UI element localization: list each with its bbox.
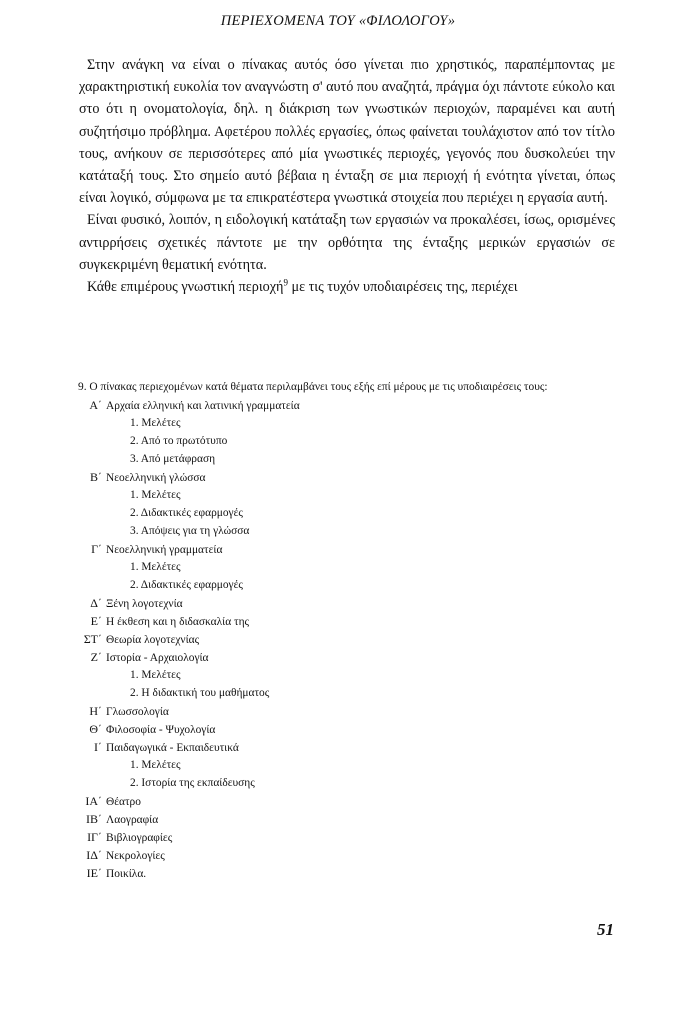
subcategory-item — [59, 576, 615, 594]
category-label: 1. Μελέτες — [130, 759, 181, 771]
category-marker: ΣΤ΄ — [83, 632, 102, 646]
footnote-marker: 9 — [283, 277, 288, 288]
subcategory-item — [59, 414, 615, 432]
category-label: Ιστορία - Αρχαιολογία — [106, 652, 209, 664]
category-marker: ΙΒ΄ — [86, 812, 102, 826]
paragraph: Στην ανάγκη να είναι ο πίνακας αυτός όσο γίνεται πιο χρηστικός, παραπέμποντας με χαρακτηριστική ευκολία τον αναγνώστη σ' αυτό που αναζητά, πράγμα όχι πάντοτε εύκολο και στο ότι η ονοματολογία, δηλ. η διάκριση των γνωστικών περιοχών, παραμένει και αυτή συζητήσιμο πρόβλημα. Αφετέρου πολλές εργασίες, όπως φαίνεται τουλάχιστον από τον τίτλο τους, ανήκουν σε περισσότερες από μία γνωστικές περιοχές, γεγονός που δυσκολεύει την κατάταξή τους. Στο σημείο αυτό βέβαια η ένταξη σε μια περιοχή ή ενότητα γίνεται, όπως είναι λογικό, σύμφωνα με τα επικρατέστερα γνωστικά στοιχεία που περιέχει η εργασία αυτή. — [79, 57, 615, 207]
subcategory-item — [59, 450, 615, 468]
subcategory-item — [59, 432, 615, 450]
subcategory-item — [59, 684, 615, 702]
category-label: Λαογραφία — [106, 814, 159, 826]
category-label: 3. Απόψεις για τη γλώσσα — [130, 525, 250, 537]
category-item — [59, 648, 615, 666]
subcategory-item — [59, 756, 615, 774]
subcategory-item — [59, 558, 615, 576]
category-item — [59, 630, 615, 648]
category-label: Φιλοσοφία - Ψυχολογία — [106, 724, 216, 736]
subcategory-item — [59, 666, 615, 684]
category-label: 1. Μελέτες — [130, 489, 181, 501]
category-item — [59, 738, 615, 756]
paragraph-with-footnote — [79, 276, 615, 298]
category-label: 2. Διδακτικές εφαρμογές — [130, 507, 243, 519]
paragraph-text-start: Κάθε επιμέρους γνωστική περιοχή — [87, 279, 284, 296]
category-label: Παιδαγωγικά - Εκπαιδευτικά — [106, 742, 239, 754]
category-marker: Ε΄ — [90, 614, 102, 628]
category-label: Νεοελληνική γραμματεία — [106, 544, 223, 556]
category-label: Ξένη λογοτεχνία — [106, 598, 183, 610]
category-label: 1. Μελέτες — [130, 669, 181, 681]
category-label: Νεοελληνική γλώσσα — [106, 472, 206, 484]
category-marker: Θ΄ — [89, 722, 102, 736]
paragraph: Είναι φυσικό, λοιπόν, η ειδολογική κατάταξη των εργασιών να προκαλέσει, ίσως, ορισμένες αντιρρήσεις σχετικές πάντοτε με την ορθότητα της ένταξης μερικών εργασιών σε συγκεκριμένη θεματική ενότητα. — [79, 212, 615, 273]
category-label: Νεκρολογίες — [106, 850, 165, 862]
category-item — [59, 612, 615, 630]
category-item — [59, 594, 615, 612]
subcategory-item — [59, 504, 615, 522]
category-label: Η έκθεση και η διδασκαλία της — [106, 616, 250, 628]
category-item — [59, 396, 615, 414]
category-label: 2. Από το πρωτότυπο — [130, 435, 228, 447]
subcategory-item — [59, 522, 615, 540]
footnote — [59, 378, 615, 882]
category-label: 2. Ιστορία της εκπαίδευσης — [130, 777, 255, 789]
category-label: Θεωρία λογοτεχνίας — [106, 634, 200, 646]
category-marker: Ι΄ — [94, 740, 102, 754]
category-marker: Α΄ — [89, 398, 102, 412]
category-marker: Δ΄ — [90, 596, 102, 610]
category-item — [59, 702, 615, 720]
category-marker: ΙΕ΄ — [86, 866, 102, 880]
category-item — [59, 792, 615, 810]
category-label: 3. Από μετάφραση — [130, 453, 216, 465]
category-label: 2. Διδακτικές εφαρμογές — [130, 579, 243, 591]
category-list — [59, 396, 615, 882]
category-item — [59, 540, 615, 558]
category-item — [59, 846, 615, 864]
category-item — [59, 828, 615, 846]
page-number: 51 — [597, 920, 614, 939]
category-label: Αρχαία ελληνική και λατινική γραμματεία — [106, 400, 300, 412]
category-item — [59, 864, 615, 882]
subcategory-item — [59, 486, 615, 504]
paragraph-text-end: με τις τυχόν υποδιαιρέσεις της, περιέχει — [287, 279, 518, 296]
category-label: 1. Μελέτες — [130, 417, 181, 429]
category-label: 2. Η διδακτική του μαθήματος — [130, 687, 270, 699]
category-item — [59, 720, 615, 738]
category-marker: ΙΑ΄ — [85, 794, 102, 808]
category-label: Γλωσσολογία — [106, 706, 169, 718]
category-marker: Η΄ — [89, 704, 102, 718]
category-marker: ΙΓ΄ — [87, 830, 102, 844]
category-marker: Ζ΄ — [90, 650, 102, 664]
running-header: ΠΕΡΙΕΧΟΜΕΝΑ ΤΟΥ «ΦΙΛΟΛΟΓΟΥ» — [220, 13, 456, 29]
category-marker: ΙΔ΄ — [86, 848, 102, 862]
category-marker: Β΄ — [90, 470, 102, 484]
subcategory-item — [59, 774, 615, 792]
category-label: Ποικίλα. — [106, 868, 147, 880]
category-label: Θέατρο — [106, 796, 141, 808]
category-label: Βιβλιογραφίες — [106, 832, 173, 844]
category-marker: Γ΄ — [91, 542, 102, 556]
body-text — [79, 54, 615, 298]
category-item — [59, 810, 615, 828]
category-label: 1. Μελέτες — [130, 561, 181, 573]
category-item — [59, 468, 615, 486]
footnote-intro: 9. Ο πίνακας περιεχομένων κατά θέματα περιλαμβάνει τους εξής επί μέρους με τις υποδιαιρέσεις τους: — [78, 381, 548, 393]
